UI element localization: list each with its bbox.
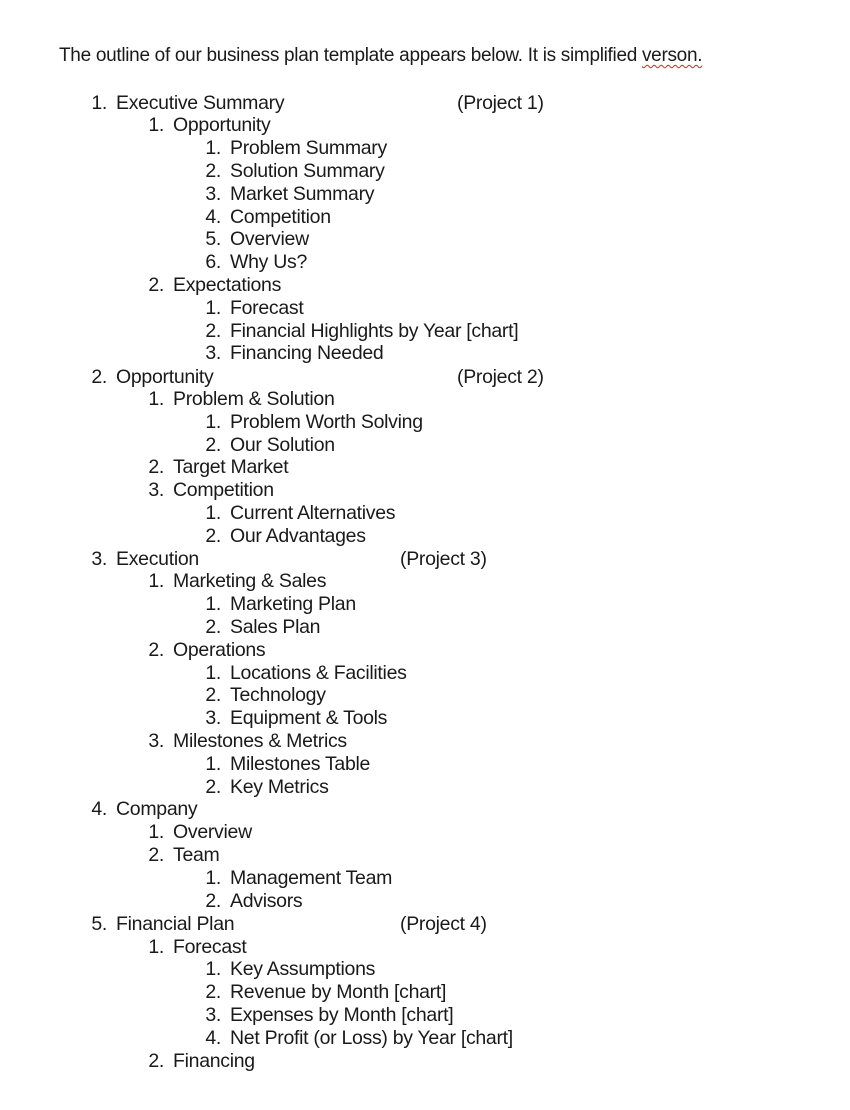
outline-item-text: Why Us?	[230, 251, 307, 273]
outline-item-text: Competition	[230, 206, 331, 228]
outline-item-number: 5.	[91, 913, 107, 935]
outline-item-number: 3.	[205, 707, 221, 729]
outline-item-number: 1.	[148, 388, 164, 410]
outline-item-number: 6.	[205, 251, 221, 273]
outline-item-level-3	[205, 411, 423, 433]
outline-item-number: 1.	[148, 936, 164, 958]
outline-item-level-3	[205, 525, 366, 547]
outline-item-number: 2.	[148, 456, 164, 478]
outline-item-level-3	[205, 297, 304, 319]
outline-item-number: 1.	[205, 137, 221, 159]
outline-item-number: 2.	[205, 981, 221, 1003]
outline-item-text: Management Team	[230, 867, 393, 889]
outline-item-number: 1.	[205, 593, 221, 615]
outline-item-number: 2.	[205, 890, 221, 912]
outline-item-level-2	[148, 479, 274, 501]
outline-item-number: 1.	[205, 958, 221, 980]
outline-item-level-2	[148, 730, 347, 752]
intro-text: The outline of our business plan template appears below. It is simplified	[59, 45, 642, 66]
outline-item-number: 3.	[205, 1004, 221, 1026]
outline-item-text: Overview	[230, 228, 309, 250]
outline-item-number: 2.	[148, 639, 164, 661]
outline-item-number: 4.	[91, 798, 107, 820]
outline-item-number: 3.	[148, 730, 164, 752]
outline-item-level-2	[148, 1050, 255, 1072]
outline-item-level-3	[205, 867, 393, 889]
outline-item-number: 2.	[205, 525, 221, 547]
outline-item-level-2	[148, 388, 335, 410]
outline-item-level-3	[205, 593, 356, 615]
outline-item-level-2	[148, 821, 252, 843]
outline-item-level-3	[205, 890, 303, 912]
outline-item-text: Competition	[173, 479, 274, 501]
outline-item-level-3	[205, 1027, 513, 1049]
outline-item-text: Expectations	[173, 274, 282, 296]
outline-item-level-2	[148, 114, 271, 136]
outline-item-number: 1.	[205, 411, 221, 433]
outline-item-text: Key Assumptions	[230, 958, 376, 980]
outline-item-number: 2.	[148, 1050, 164, 1072]
outline-item-number: 1.	[148, 570, 164, 592]
outline-item-number: 4.	[205, 1027, 221, 1049]
outline-item-text: Executive Summary	[116, 92, 285, 114]
intro-paragraph	[59, 45, 702, 67]
outline-item-level-2	[148, 456, 289, 478]
project-label: (Project 4)	[400, 913, 487, 935]
outline-item-text: Equipment & Tools	[230, 707, 388, 729]
outline-item-text: Problem Worth Solving	[230, 411, 423, 433]
outline-item-level-1	[91, 548, 199, 570]
outline-item-level-2	[148, 570, 327, 592]
outline-item-text: Locations & Facilities	[230, 662, 407, 684]
outline-item-text: Key Metrics	[230, 776, 329, 798]
outline-item-text: Marketing & Sales	[173, 570, 327, 592]
outline-item-level-3	[205, 183, 375, 205]
outline-item-number: 2.	[148, 274, 164, 296]
outline-item-number: 2.	[205, 684, 221, 706]
outline-item-number: 2.	[205, 434, 221, 456]
outline-item-level-3	[205, 160, 385, 182]
outline-item-text: Target Market	[173, 456, 289, 478]
outline-item-level-3	[205, 776, 329, 798]
outline-item-level-3	[205, 228, 309, 250]
outline-item-number: 2.	[205, 320, 221, 342]
outline-item-level-1	[91, 92, 285, 114]
outline-item-text: Forecast	[173, 936, 247, 958]
outline-item-number: 2.	[148, 844, 164, 866]
outline-item-level-3	[205, 251, 307, 273]
outline-item-level-2	[148, 936, 247, 958]
outline-item-level-3	[205, 434, 335, 456]
outline-item-text: Marketing Plan	[230, 593, 356, 615]
outline-item-number: 2.	[205, 160, 221, 182]
outline-item-level-3	[205, 753, 371, 775]
outline-item-level-3	[205, 206, 331, 228]
outline-item-text: Financial Highlights by Year [chart]	[230, 320, 519, 342]
outline-item-number: 3.	[148, 479, 164, 501]
outline-item-text: Solution Summary	[230, 160, 385, 182]
outline-item-number: 4.	[205, 206, 221, 228]
outline-item-text: Team	[173, 844, 220, 866]
outline-item-text: Technology	[230, 684, 326, 706]
outline-item-level-3	[205, 137, 387, 159]
outline-item-level-3	[205, 981, 447, 1003]
misspelled-word: verson.	[641, 45, 703, 66]
outline-item-number: 1.	[148, 821, 164, 843]
outline-item-level-3	[205, 320, 519, 342]
outline-item-number: 3.	[205, 183, 221, 205]
outline-item-number: 1.	[205, 867, 221, 889]
outline-item-text: Advisors	[230, 890, 303, 912]
outline-item-level-3	[205, 502, 396, 524]
outline-item-text: Execution	[116, 548, 199, 570]
outline-item-level-3	[205, 662, 407, 684]
outline-item-number: 2.	[205, 616, 221, 638]
outline-item-number: 1.	[148, 114, 164, 136]
outline-item-number: 2.	[205, 776, 221, 798]
outline-item-text: Revenue by Month [chart]	[230, 981, 447, 1003]
outline-item-text: Our Advantages	[230, 525, 366, 547]
outline-item-level-3	[205, 342, 384, 364]
outline-item-text: Company	[116, 798, 198, 820]
outline-item-level-3	[205, 1004, 454, 1026]
project-label: (Project 2)	[457, 366, 544, 388]
outline-item-number: 5.	[205, 228, 221, 250]
outline-item-text: Financing Needed	[230, 342, 384, 364]
outline-item-text: Overview	[173, 821, 252, 843]
outline-item-level-3	[205, 616, 321, 638]
outline-item-text: Problem & Solution	[173, 388, 335, 410]
outline-item-level-2	[148, 844, 220, 866]
outline-item-number: 1.	[205, 662, 221, 684]
outline-item-text: Expenses by Month [chart]	[230, 1004, 454, 1026]
outline-item-text: Problem Summary	[230, 137, 387, 159]
outline-item-text: Financial Plan	[116, 913, 235, 935]
outline-item-text: Current Alternatives	[230, 502, 396, 524]
project-label: (Project 3)	[400, 548, 487, 570]
outline-item-level-3	[205, 684, 326, 706]
outline-item-text: Operations	[173, 639, 266, 661]
outline-item-level-1	[91, 913, 235, 935]
outline-item-level-2	[148, 274, 282, 296]
outline-item-text: Forecast	[230, 297, 304, 319]
outline-item-number: 1.	[205, 753, 221, 775]
outline-item-level-1	[91, 798, 198, 820]
outline-item-text: Milestones & Metrics	[173, 730, 347, 752]
outline-item-number: 2.	[91, 366, 107, 388]
outline-item-number: 1.	[91, 92, 107, 114]
outline-item-text: Opportunity	[116, 366, 214, 388]
outline-item-level-3	[205, 707, 388, 729]
outline-item-number: 1.	[205, 297, 221, 319]
outline-item-text: Net Profit (or Loss) by Year [chart]	[230, 1027, 513, 1049]
outline-item-number: 3.	[205, 342, 221, 364]
outline-item-level-1	[91, 366, 214, 388]
outline-item-text: Market Summary	[230, 183, 375, 205]
outline-item-text: Milestones Table	[230, 753, 371, 775]
outline-item-level-2	[148, 639, 266, 661]
outline-item-text: Our Solution	[230, 434, 335, 456]
project-label: (Project 1)	[457, 92, 544, 114]
outline-item-number: 3.	[91, 548, 107, 570]
outline-item-text: Opportunity	[173, 114, 271, 136]
outline-item-number: 1.	[205, 502, 221, 524]
outline-item-text: Financing	[173, 1050, 255, 1072]
outline-item-level-3	[205, 958, 376, 980]
outline-item-text: Sales Plan	[230, 616, 321, 638]
